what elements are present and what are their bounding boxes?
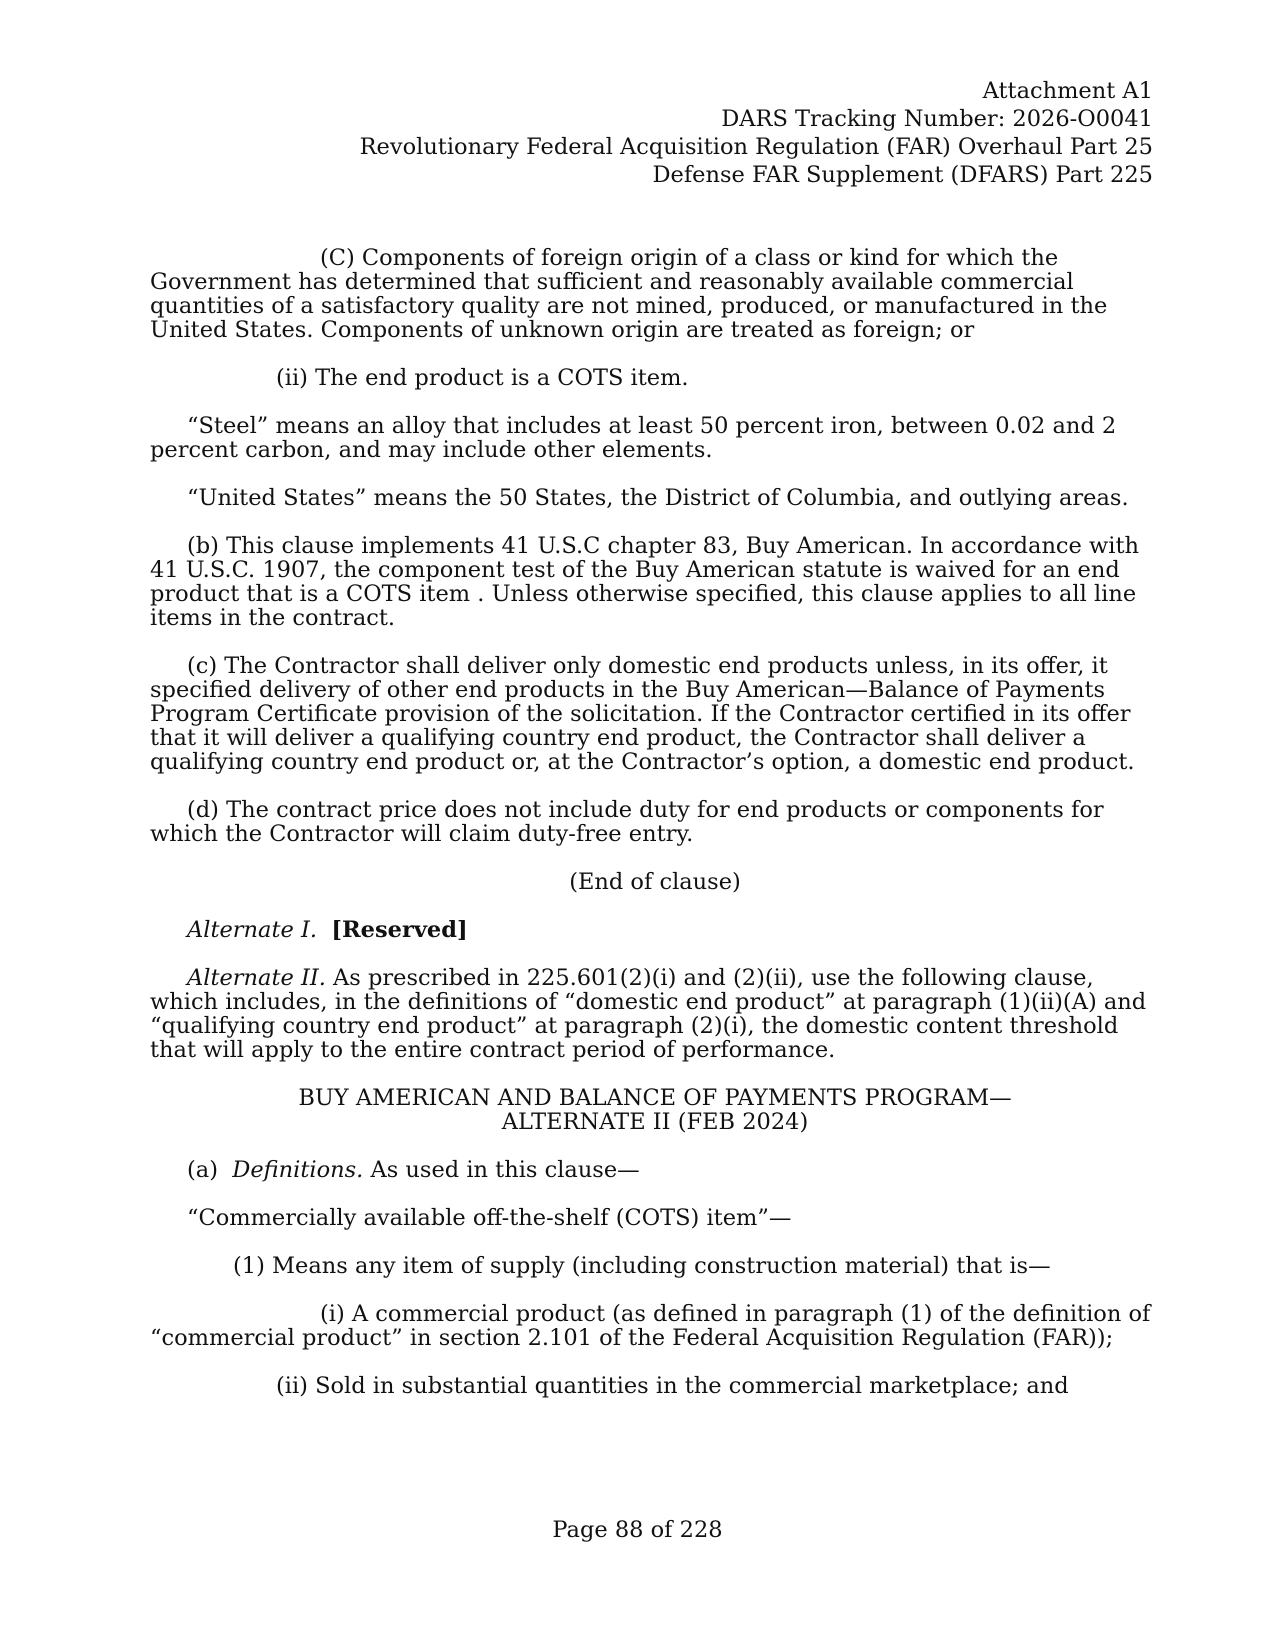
alternate-ii-label: Alternate II. <box>187 965 326 991</box>
paragraph-alternate-ii <box>150 966 1160 1062</box>
definitions-label: Definitions. <box>232 1157 364 1183</box>
clause-title-line1: BUY AMERICAN AND BALANCE OF PAYMENTS PROGRAM— <box>298 1085 1012 1111</box>
clause-title-line2: ALTERNATE II (FEB 2024) <box>501 1109 809 1135</box>
paragraph-a-definitions <box>150 1158 1160 1182</box>
paragraph-c-components: (C) Components of foreign origin of a class or kind for which the Government has determined that sufficient and reasonably available commercial quantities of a satisfactory quality are not mined, produced, or manufactured in the United States. Components of unknown origin are treated as foreign; or <box>150 245 1108 343</box>
paragraph-b: (b) This clause implements 41 U.S.C chapter 83, Buy American. In accordance with 41 U.S.C. 1907, the component test of the Buy American statute is waived for an end product that is a COTS item . Unless otherwise specified, this clause applies to all line items in the contract. <box>150 533 1139 631</box>
header-dfars-part: Defense FAR Supplement (DFARS) Part 225 <box>652 162 1153 188</box>
header-far-part: Revolutionary Federal Acquisition Regulation (FAR) Overhaul Part 25 <box>359 134 1153 160</box>
alternate-i-reserved: [Reserved] <box>331 917 468 943</box>
paragraph-i-commercial-product: (i) A commercial product (as defined in paragraph (1) of the definition of “commercial product” in section 2.101 of the Federal Acquisition Regulation (FAR)); <box>150 1301 1151 1351</box>
definitions-text: As used in this clause— <box>363 1157 640 1183</box>
page-header <box>360 77 1153 189</box>
paragraph-c: (c) The Contractor shall deliver only domestic end products unless, in its offer, it specified delivery of other end products in the Buy American—Balance of Payments Program Certificate provision of the solicitation. If the Contractor certified in its offer that it will deliver a qualifying country end product, the Contractor shall deliver a qualifying country end product or, at the Contractor’s option, a domestic end product. <box>150 653 1135 775</box>
paragraph-cots-definition: “Commercially available off-the-shelf (COTS) item”— <box>187 1205 792 1231</box>
definitions-prefix: (a) <box>187 1157 218 1183</box>
paragraph-steel-definition: “Steel” means an alloy that includes at least 50 percent iron, between 0.02 and 2 percent carbon, and may include other elements. <box>150 413 1117 463</box>
clause-title <box>150 1086 1160 1134</box>
alternate-ii-text: As prescribed in 225.601(2)(i) and (2)(ii), use the following clause, which includes, in the definitions of “domestic end product” at paragraph (1)(ii)(A) and “qualifying country end product” at paragraph (2)(i), the domestic content threshold that will apply to the entire contract period of performance. <box>150 965 1147 1063</box>
alternate-i-label: Alternate I. <box>187 917 318 943</box>
paragraph-1-means: (1) Means any item of supply (including construction material) that is— <box>233 1253 1051 1279</box>
paragraph-ii-sold: (ii) Sold in substantial quantities in the commercial marketplace; and <box>276 1373 1069 1399</box>
document-body <box>150 246 1160 1422</box>
paragraph-alternate-i <box>150 918 1160 942</box>
page-number: Page 88 of 228 <box>552 1517 723 1543</box>
header-tracking-number: DARS Tracking Number: 2026-O0041 <box>721 106 1153 132</box>
end-of-clause: (End of clause) <box>569 869 741 895</box>
paragraph-united-states-definition: “United States” means the 50 States, the District of Columbia, and outlying areas. <box>187 485 1129 511</box>
paragraph-d: (d) The contract price does not include duty for end products or components for which the Contractor will claim duty-free entry. <box>150 797 1104 847</box>
paragraph-ii-cots: (ii) The end product is a COTS item. <box>276 365 689 391</box>
header-attachment: Attachment A1 <box>982 78 1153 104</box>
